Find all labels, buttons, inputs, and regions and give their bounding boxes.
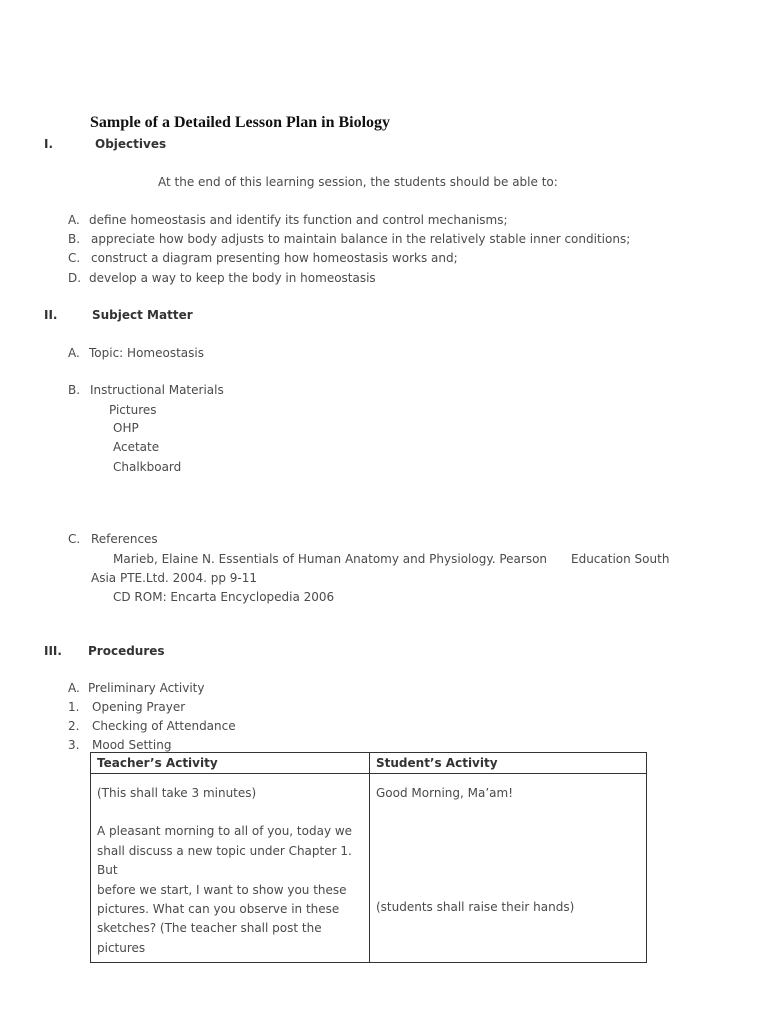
objective-mark: C. (68, 251, 81, 265)
table-header-row (91, 753, 647, 774)
section-number-objectives: I. (44, 137, 54, 151)
materials-mark: B. (68, 383, 81, 397)
section-heading-objectives: Objectives (95, 137, 167, 151)
student-activity-cell (370, 774, 647, 963)
topic-text: Topic: Homeostasis (89, 346, 204, 360)
teacher-line: sketches? (The teacher shall post the pictures (97, 921, 322, 955)
teacher-line: A pleasant morning to all of you, today we (97, 824, 353, 839)
reference-line-tail: Education South (571, 552, 670, 566)
prelim-mark: A. (68, 681, 80, 695)
document-title: Sample of a Detailed Lesson Plan in Biology (90, 114, 391, 131)
material-item: OHP (113, 421, 139, 435)
section-number-subject-matter: II. (44, 308, 58, 322)
reference-line: CD ROM: Encarta Encyclopedia 2006 (113, 590, 335, 604)
student-activity-header: Student’s Activity (370, 753, 647, 774)
reference-line: Marieb, Elaine N. Essentials of Human Anatomy and Physiology. Pearson (113, 552, 548, 566)
student-line-spacer (376, 860, 640, 879)
activity-table (90, 752, 647, 963)
teacher-line: before we start, I want to show you these (97, 882, 347, 897)
prelim-text: Preliminary Activity (88, 681, 205, 695)
step-text: Mood Setting (92, 738, 172, 752)
step-text: Checking of Attendance (92, 719, 236, 733)
teacher-line: pictures. What can you observe in these (97, 902, 340, 917)
teacher-line: (This shall take 3 minutes) (97, 786, 257, 800)
step-mark: 3. (68, 738, 80, 752)
objective-mark: A. (68, 213, 80, 227)
teacher-activity-cell (91, 774, 370, 963)
objective-item: develop a way to keep the body in homeostasis (89, 271, 376, 285)
topic-mark: A. (68, 346, 80, 360)
material-item: Chalkboard (113, 460, 182, 474)
material-item: Pictures (109, 403, 157, 417)
student-line-spacer (376, 841, 640, 860)
objective-mark: D. (68, 271, 82, 285)
table-row (91, 774, 647, 963)
student-line: (students shall raise their hands) (376, 900, 575, 915)
section-heading-subject-matter: Subject Matter (92, 308, 193, 322)
teacher-line: shall discuss a new topic under Chapter 1. But (97, 843, 352, 878)
references-heading: References (91, 532, 158, 546)
references-mark: C. (68, 532, 81, 546)
objective-item: define homeostasis and identify its function and control mechanisms; (89, 213, 508, 227)
section-number-procedures: III. (44, 644, 62, 658)
student-line-spacer (376, 803, 640, 822)
objective-mark: B. (68, 232, 81, 246)
teacher-activity-header: Teacher’s Activity (91, 753, 370, 774)
step-mark: 1. (68, 700, 80, 714)
material-item: Acetate (113, 440, 160, 454)
objective-item: appreciate how body adjusts to maintain balance in the relatively stable inner conditions; (91, 232, 631, 246)
objective-item: construct a diagram presenting how homeostasis works and; (91, 251, 458, 265)
student-line-spacer (376, 822, 640, 841)
step-mark: 2. (68, 719, 80, 733)
section-heading-procedures: Procedures (88, 644, 165, 658)
student-line: Good Morning, Ma’am! (376, 786, 513, 800)
step-text: Opening Prayer (92, 700, 186, 714)
teacher-line-spacer (97, 803, 363, 822)
reference-line: Asia PTE.Ltd. 2004. pp 9-11 (91, 571, 258, 585)
objectives-intro: At the end of this learning session, the students should be able to: (158, 175, 558, 189)
student-line-spacer (376, 879, 640, 898)
materials-heading: Instructional Materials (90, 383, 224, 397)
